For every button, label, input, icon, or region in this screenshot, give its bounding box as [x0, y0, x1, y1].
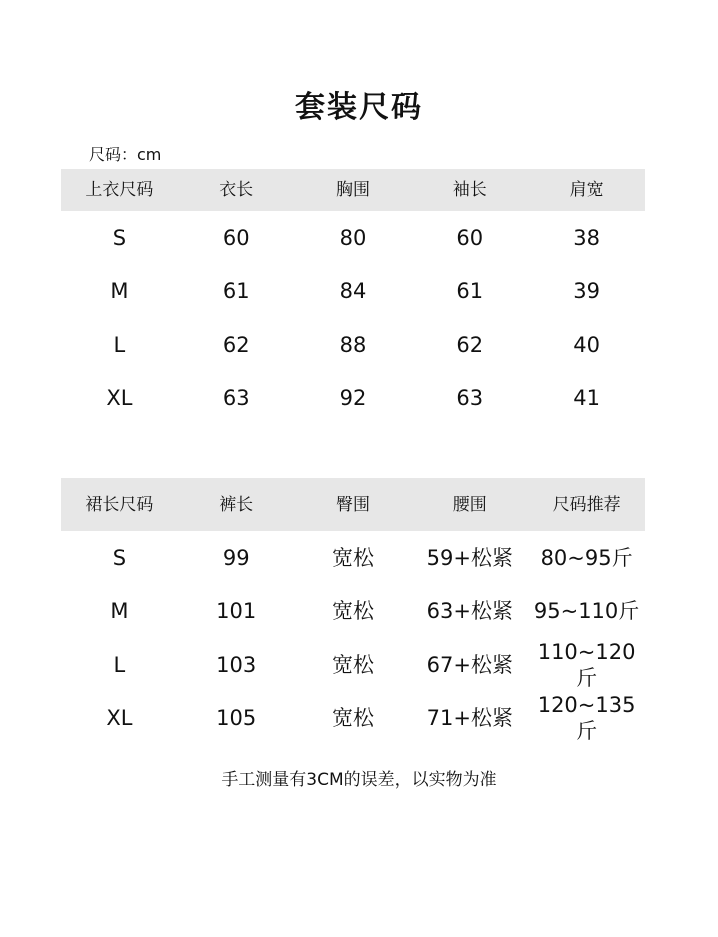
table-cell: 95~110斤 — [533, 599, 640, 624]
table-cell: 67+松紧 — [426, 652, 513, 677]
table-cell: 宽松 — [331, 706, 374, 731]
table-cell: 61 — [222, 279, 250, 304]
header-cell-size: 上衣尺码 — [85, 180, 154, 200]
table-cell: 63 — [456, 386, 484, 411]
table-cell: S — [112, 545, 127, 570]
table-cell: M — [110, 279, 129, 304]
unit-label: 尺码：cm — [89, 145, 162, 164]
table-cell: 92 — [339, 386, 367, 411]
table-cell: 80~95斤 — [540, 545, 633, 570]
top-size-table — [61, 169, 645, 425]
table-header-row — [61, 169, 645, 211]
table-cell: L — [113, 332, 126, 357]
header-cell-sleeve: 袖长 — [452, 180, 487, 200]
bottom-size-table — [61, 478, 645, 745]
table-cell: L — [113, 652, 126, 677]
table-row — [61, 265, 645, 319]
table-cell: 99 — [222, 545, 250, 570]
table-cell: 103 — [216, 652, 257, 677]
header-cell-pants-length: 裤长 — [219, 494, 254, 515]
table-cell: 120~135斤 — [537, 693, 636, 744]
table-cell: 宽松 — [331, 545, 374, 570]
table-cell: 60 — [222, 225, 250, 250]
table-row — [61, 585, 645, 639]
table-cell: 宽松 — [331, 652, 374, 677]
table-cell: 71+松紧 — [426, 706, 513, 731]
table-row — [61, 638, 645, 692]
table-header-row — [61, 478, 645, 531]
table-cell: 62 — [456, 332, 484, 357]
table-cell: XL — [106, 706, 133, 731]
table-row — [61, 211, 645, 265]
table-cell: 84 — [339, 279, 367, 304]
table-cell: 63+松紧 — [426, 599, 513, 624]
table-row — [61, 318, 645, 372]
table-cell: 60 — [456, 225, 484, 250]
table-cell: 38 — [573, 225, 600, 250]
table-cell: 80 — [339, 225, 367, 250]
header-cell-chest: 胸围 — [335, 180, 370, 200]
table-cell: 88 — [339, 332, 367, 357]
header-cell-shoulder: 肩宽 — [569, 180, 604, 200]
table-cell: 41 — [573, 386, 600, 411]
table-cell: 105 — [216, 706, 257, 731]
header-cell-hip: 臀围 — [335, 494, 370, 515]
table-row — [61, 692, 645, 746]
table-cell: 宽松 — [331, 599, 374, 624]
header-cell-waist: 腰围 — [452, 494, 487, 515]
table-cell: S — [112, 225, 127, 250]
table-cell: 61 — [456, 279, 484, 304]
page-title: 套装尺码 — [295, 90, 423, 125]
table-cell: 62 — [222, 332, 250, 357]
table-cell: 110~120斤 — [537, 639, 636, 690]
header-cell-length: 衣长 — [219, 180, 254, 200]
table-cell: XL — [106, 386, 133, 411]
measurement-note: 手工测量有3CM的误差，以实物为准 — [221, 770, 497, 790]
table-row — [61, 531, 645, 585]
table-cell: 101 — [216, 599, 257, 624]
header-cell-recommendation: 尺码推荐 — [552, 494, 621, 515]
table-cell: 40 — [573, 332, 600, 357]
table-cell: 63 — [222, 386, 250, 411]
table-row — [61, 372, 645, 426]
table-cell: 59+松紧 — [426, 545, 513, 570]
table-cell: 39 — [573, 279, 600, 304]
header-cell-size: 裙长尺码 — [85, 494, 154, 515]
table-cell: M — [110, 599, 129, 624]
